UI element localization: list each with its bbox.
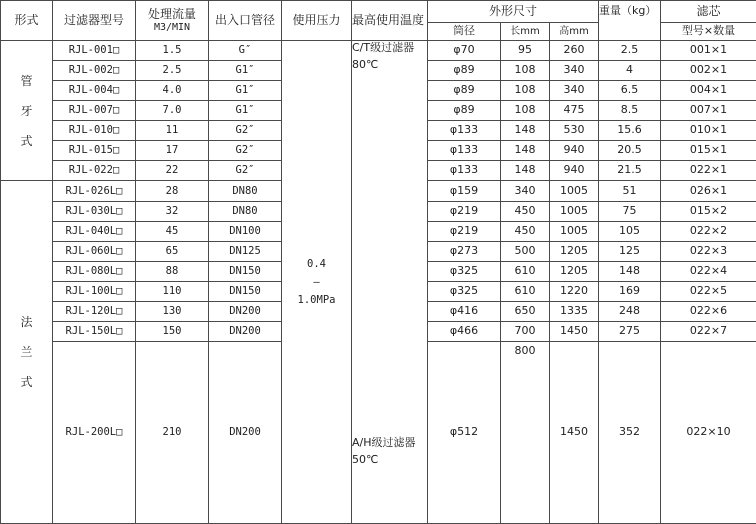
cell-weight: 6.5: [599, 81, 661, 101]
cell-model: RJL-001□: [53, 41, 136, 61]
cell-height: 1335: [550, 302, 599, 322]
cell-element: 022×4: [661, 262, 756, 282]
cell-weight: 105: [599, 222, 661, 242]
cell-model: RJL-007□: [53, 101, 136, 121]
cell-port: G″: [209, 41, 282, 61]
cell-flow: 65: [136, 242, 209, 262]
cell-element: 022×10: [661, 342, 756, 524]
header-form: 形式: [1, 1, 53, 41]
cell-len: 108: [501, 101, 550, 121]
cell-len: 450: [501, 222, 550, 242]
cell-dia: φ219: [428, 202, 501, 222]
cell-len: 610: [501, 262, 550, 282]
cell-model: RJL-080L□: [53, 262, 136, 282]
cell-height: 1450: [550, 342, 599, 524]
header-dim-len: 长mm: [501, 23, 550, 41]
cell-height: 1450: [550, 322, 599, 342]
cell-len: 800: [501, 342, 550, 524]
cell-len: 610: [501, 282, 550, 302]
cell-flow: 88: [136, 262, 209, 282]
cell-height: 940: [550, 141, 599, 161]
cell-port: DN80: [209, 181, 282, 202]
cell-port: G1″: [209, 81, 282, 101]
cell-port: DN150: [209, 282, 282, 302]
cell-model: RJL-004□: [53, 81, 136, 101]
cell-model: RJL-040L□: [53, 222, 136, 242]
cell-weight: 248: [599, 302, 661, 322]
cell-element: 004×1: [661, 81, 756, 101]
cell-model: RJL-200L□: [53, 342, 136, 524]
cell-port: DN80: [209, 202, 282, 222]
cell-element: 022×6: [661, 302, 756, 322]
cell-port: DN200: [209, 302, 282, 322]
cell-port: G1″: [209, 61, 282, 81]
group-label-flange: [1, 181, 53, 524]
cell-height: 475: [550, 101, 599, 121]
cell-port: G2″: [209, 141, 282, 161]
table-row: [1, 41, 756, 61]
header-pressure: 使用压力: [282, 1, 352, 41]
cell-model: RJL-060L□: [53, 242, 136, 262]
cell-len: 650: [501, 302, 550, 322]
header-element-sub: 型号×数量: [661, 23, 756, 41]
cell-model: RJL-030L□: [53, 202, 136, 222]
cell-model: RJL-010□: [53, 121, 136, 141]
cell-model: RJL-150L□: [53, 322, 136, 342]
cell-element: 002×1: [661, 61, 756, 81]
cell-weight: 21.5: [599, 161, 661, 181]
temp-top-line2: 80℃: [352, 57, 379, 71]
cell-flow: 130: [136, 302, 209, 322]
cell-element: 007×1: [661, 101, 756, 121]
header-temp: 最高使用温度: [352, 1, 428, 41]
header-flow: [136, 1, 209, 41]
header-element: 滤芯: [661, 1, 756, 23]
cell-flow: 17: [136, 141, 209, 161]
cell-element: 015×2: [661, 202, 756, 222]
cell-flow: 45: [136, 222, 209, 242]
cell-model: RJL-120L□: [53, 302, 136, 322]
cell-weight: 51: [599, 181, 661, 202]
cell-flow: 2.5: [136, 61, 209, 81]
cell-flow: 11: [136, 121, 209, 141]
cell-flow: 210: [136, 342, 209, 524]
cell-height: 1205: [550, 242, 599, 262]
cell-height: 340: [550, 81, 599, 101]
cell-height: 940: [550, 161, 599, 181]
cell-dia: φ325: [428, 282, 501, 302]
cell-weight: 169: [599, 282, 661, 302]
cell-weight: 148: [599, 262, 661, 282]
cell-dia: φ89: [428, 81, 501, 101]
cell-len: 148: [501, 121, 550, 141]
cell-element: 022×1: [661, 161, 756, 181]
pressure-line2: –: [313, 276, 320, 288]
temp-bottom: [352, 437, 416, 466]
cell-dia: φ89: [428, 101, 501, 121]
cell-element: 015×1: [661, 141, 756, 161]
cell-len: 148: [501, 141, 550, 161]
cell-element: 022×2: [661, 222, 756, 242]
cell-model: RJL-100L□: [53, 282, 136, 302]
cell-weight: 275: [599, 322, 661, 342]
cell-dia: φ133: [428, 121, 501, 141]
temp-bottom-line1: A/H级过滤器: [352, 436, 416, 449]
header-model: 过滤器型号: [53, 1, 136, 41]
cell-dia: φ133: [428, 141, 501, 161]
pressure-line3: 1.0MPa: [297, 294, 336, 306]
cell-temp: [352, 41, 428, 524]
header-port: 出入口管径: [209, 1, 282, 41]
cell-port: G1″: [209, 101, 282, 121]
cell-len: 500: [501, 242, 550, 262]
cell-height: 530: [550, 121, 599, 141]
cell-len: 108: [501, 81, 550, 101]
cell-height: 340: [550, 61, 599, 81]
cell-flow: 110: [136, 282, 209, 302]
cell-flow: 28: [136, 181, 209, 202]
cell-height: 1220: [550, 282, 599, 302]
cell-element: 010×1: [661, 121, 756, 141]
pressure-line1: 0.4: [307, 258, 326, 270]
cell-model: RJL-002□: [53, 61, 136, 81]
cell-element: 022×7: [661, 322, 756, 342]
group-label-pipe: [1, 41, 53, 181]
cell-dia: φ273: [428, 242, 501, 262]
header-weight: 重量（kg）: [599, 1, 661, 41]
cell-port: DN200: [209, 322, 282, 342]
cell-weight: 8.5: [599, 101, 661, 121]
cell-len: 700: [501, 322, 550, 342]
cell-flow: 150: [136, 322, 209, 342]
cell-flow: 7.0: [136, 101, 209, 121]
cell-weight: 2.5: [599, 41, 661, 61]
cell-dia: φ219: [428, 222, 501, 242]
cell-len: 450: [501, 202, 550, 222]
cell-element: 026×1: [661, 181, 756, 202]
cell-len: 148: [501, 161, 550, 181]
cell-model: RJL-026L□: [53, 181, 136, 202]
cell-dia: φ416: [428, 302, 501, 322]
cell-element: 022×5: [661, 282, 756, 302]
cell-port: DN200: [209, 342, 282, 524]
cell-element: 001×1: [661, 41, 756, 61]
cell-dia: φ133: [428, 161, 501, 181]
cell-weight: 125: [599, 242, 661, 262]
cell-dia: φ466: [428, 322, 501, 342]
header-flow-unit: M3/MIN: [153, 21, 191, 33]
header-dim-height: 高mm: [550, 23, 599, 41]
temp-top-line1: C/T级过滤器: [352, 41, 415, 54]
cell-weight: 15.6: [599, 121, 661, 141]
cell-flow: 4.0: [136, 81, 209, 101]
cell-dia: φ89: [428, 61, 501, 81]
cell-height: 1005: [550, 222, 599, 242]
cell-model: RJL-015□: [53, 141, 136, 161]
cell-weight: 20.5: [599, 141, 661, 161]
cell-port: G2″: [209, 121, 282, 141]
cell-dia: φ512: [428, 342, 501, 524]
cell-dia: φ325: [428, 262, 501, 282]
header-dims: 外形尺寸: [428, 1, 599, 23]
cell-pressure: [282, 41, 352, 524]
group-label-text: 法兰式: [20, 315, 33, 389]
header-flow-label: 处理流量: [147, 6, 196, 21]
cell-weight: 75: [599, 202, 661, 222]
cell-height: 1005: [550, 181, 599, 202]
cell-port: G2″: [209, 161, 282, 181]
cell-weight: 4: [599, 61, 661, 81]
header-dim-dia: 筒径: [428, 23, 501, 41]
cell-weight: 352: [599, 342, 661, 524]
cell-dia: φ159: [428, 181, 501, 202]
cell-flow: 1.5: [136, 41, 209, 61]
cell-dia: φ70: [428, 41, 501, 61]
cell-len: 95: [501, 41, 550, 61]
cell-model: RJL-022□: [53, 161, 136, 181]
cell-port: DN100: [209, 222, 282, 242]
temp-bottom-line2: 50℃: [352, 452, 379, 466]
cell-height: 260: [550, 41, 599, 61]
cell-port: DN150: [209, 262, 282, 282]
cell-height: 1205: [550, 262, 599, 282]
cell-port: DN125: [209, 242, 282, 262]
temp-top: [352, 42, 414, 71]
cell-len: 108: [501, 61, 550, 81]
cell-element: 022×3: [661, 242, 756, 262]
cell-flow: 32: [136, 202, 209, 222]
group-label-text: 管牙式: [20, 73, 33, 148]
cell-flow: 22: [136, 161, 209, 181]
cell-len: 340: [501, 181, 550, 202]
cell-height: 1005: [550, 202, 599, 222]
